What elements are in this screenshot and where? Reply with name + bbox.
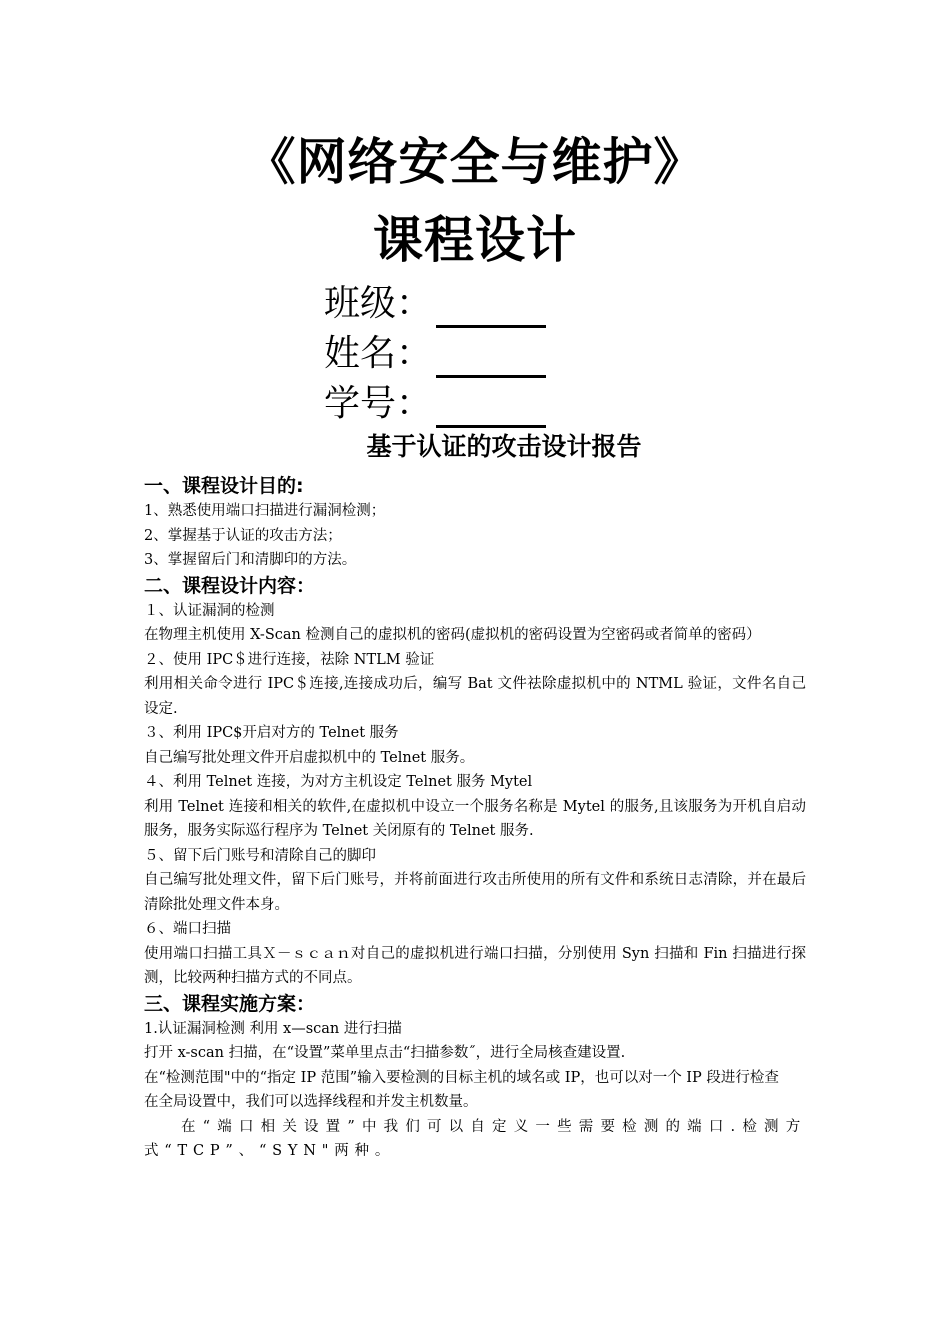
name-blank-line bbox=[436, 341, 546, 378]
name-field bbox=[324, 326, 546, 378]
document-title: 《网络安全与维护》 bbox=[245, 133, 705, 191]
paragraph: 2、掌握基于认证的攻击方法； bbox=[144, 527, 342, 544]
paragraph: 利用相关命令进行 IPC＄连接,连接成功后，编写 Bat 文件祛除虚拟机中的 NTML 验证，文件名自己设定. bbox=[144, 676, 806, 717]
report-body bbox=[144, 473, 806, 1164]
paragraph: 在物理主机使用 X-Scan 检测自己的虚拟机的密码(虚拟机的密码设置为空密码或者简单的密码） bbox=[144, 627, 761, 643]
class-field bbox=[324, 276, 546, 328]
class-blank-line bbox=[436, 291, 546, 328]
class-label: 班级： bbox=[324, 283, 433, 324]
student-id-label: 学号： bbox=[324, 383, 433, 424]
paragraph: ６、端口扫描 bbox=[144, 921, 231, 937]
paragraph: ２、使用 IPC＄进行连接，祛除 NTLM 验证 bbox=[144, 651, 435, 668]
paragraph: 1、熟悉使用端口扫描进行漏洞检测； bbox=[144, 503, 386, 519]
paragraph: ３、利用 IPC$开启对方的 Telnet 服务 bbox=[144, 725, 399, 741]
paragraph: 在全局设置中，我们可以选择线程和并发主机数量。 bbox=[144, 1094, 478, 1110]
document-title-subtitle: 课程设计 bbox=[373, 211, 577, 269]
paragraph: 利用 Telnet 连接和相关的软件,在虚拟机中设立一个服务名称是 Mytel 的服务,且该服务为开机自启动服务，服务实际巡行程序为 Telnet 关闭原有的 Telnet 服务. bbox=[144, 798, 806, 839]
paragraph: ５、留下后门账号和清除自己的脚印 bbox=[144, 847, 376, 864]
name-label: 姓名： bbox=[324, 333, 433, 374]
report-title: 基于认证的攻击设计报告 bbox=[366, 432, 642, 461]
paragraph: 3、掌握留后门和清脚印的方法。 bbox=[144, 552, 357, 568]
paragraph: 在“端口相关设置”中我们可以自定义一些需要检测的端口.检测方式“TCP”、“SYN"两种。 bbox=[144, 1118, 806, 1159]
section-heading: 二、课程设计内容： bbox=[144, 574, 316, 597]
paragraph: 打开 x-scan 扫描，在“设置”菜单里点击“扫描参数˝，进行全局核查建设置. bbox=[144, 1045, 626, 1061]
paragraph: 自己编写批处理文件，留下后门账号，并将前面进行攻击所使用的所有文件和系统日志清除，并在最后清除批处理文件本身。 bbox=[144, 872, 806, 913]
paragraph: 在“检测范围"中的“指定 IP 范围”输入要检测的目标主机的域名或 IP，也可以对一个 IP 段进行检查 bbox=[144, 1069, 779, 1086]
student-id-blank-line bbox=[436, 391, 546, 428]
student-id-field bbox=[324, 376, 546, 428]
section-heading: 一、课程设计目的: bbox=[144, 475, 304, 497]
paragraph: 1.认证漏洞检测 利用 x—scan 进行扫描 bbox=[144, 1020, 402, 1037]
section-heading: 三、课程实施方案： bbox=[144, 992, 316, 1015]
paragraph: 使用端口扫描工具Ｘ－ｓｃａｎ对自己的虚拟机进行端口扫描，分别使用 Syn 扫描和 Fin 扫描进行探测，比较两种扫描方式的不同点。 bbox=[144, 945, 806, 986]
paragraph: ４、利用 Telnet 连接，为对方主机设定 Telnet 服务 Mytel bbox=[144, 774, 533, 790]
paragraph: １、认证漏洞的检测 bbox=[144, 602, 275, 619]
paragraph: 自己编写批处理文件开启虚拟机中的 Telnet 服务。 bbox=[144, 749, 475, 766]
